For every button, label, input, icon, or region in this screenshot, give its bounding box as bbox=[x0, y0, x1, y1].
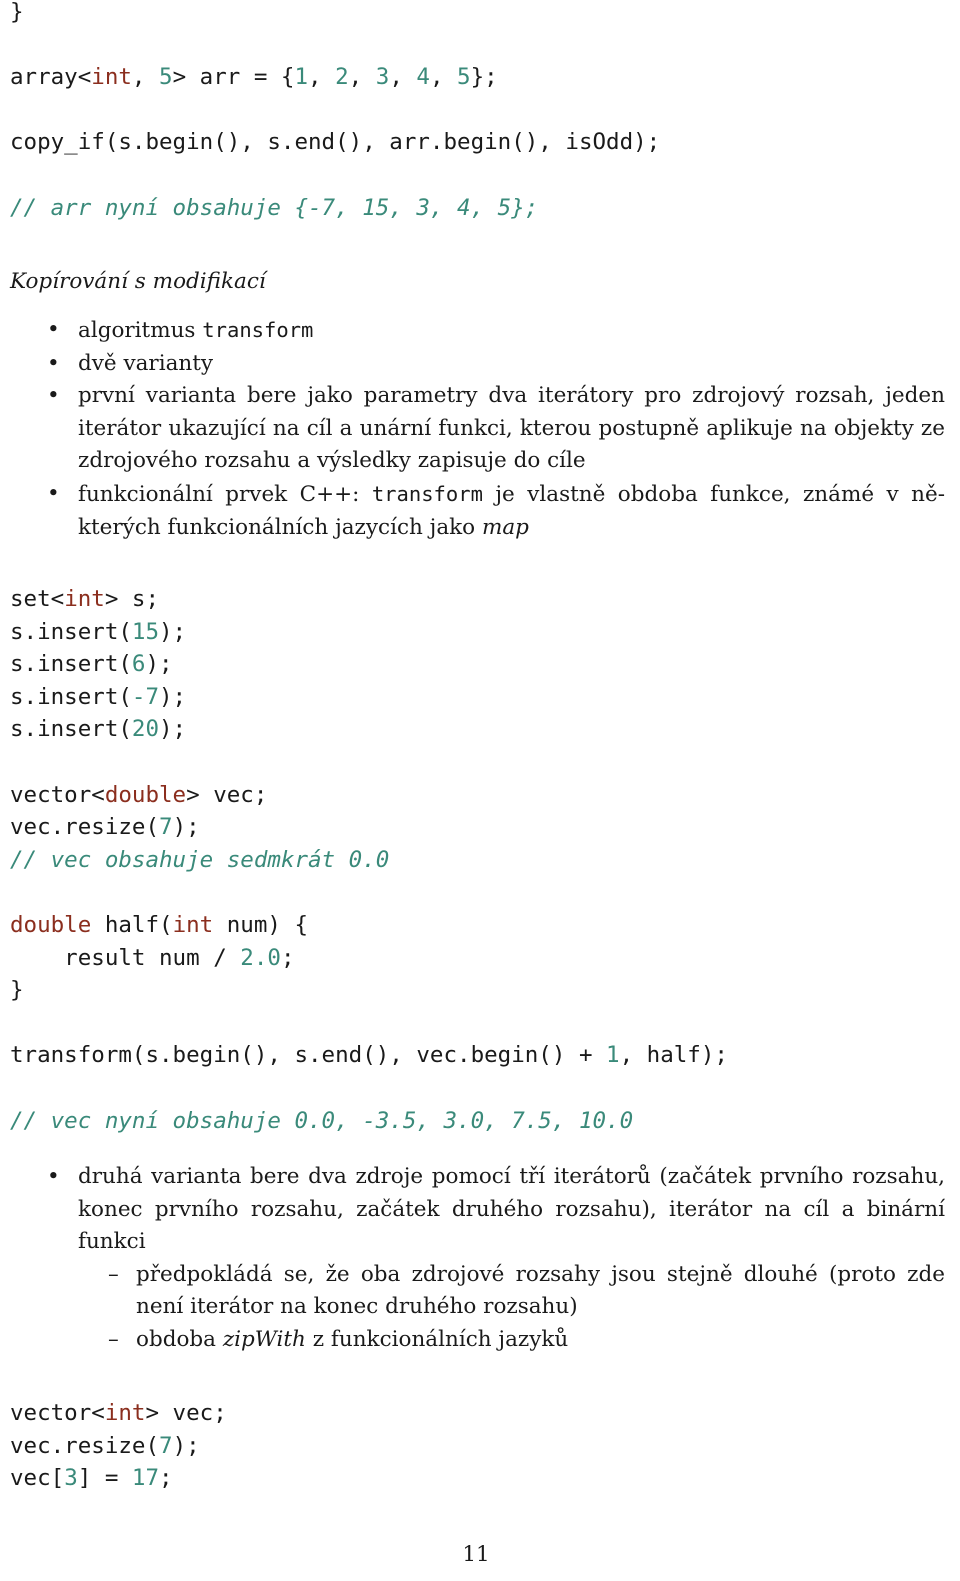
code-line: vector<double> vec; bbox=[10, 781, 268, 808]
code-line: double half(int num) { bbox=[10, 911, 309, 938]
code-comment: // arr nyní obsahuje {-7, 15, 3, 4, 5}; bbox=[10, 194, 539, 221]
code-comment: // vec obsahuje sedmkrát 0.0 bbox=[10, 846, 390, 873]
page-number: 11 bbox=[462, 1542, 490, 1567]
list-item: • funkcionální prvek C++: transform je vlastně obdoba funkce, známé v některých funkcionálních jazycích jako map bbox=[0, 478, 945, 544]
sub-list-item: – předpokládá se, že oba zdrojové rozsahy jsou stejně dlouhé (proto zde není iterátor na konec druhého rozsahu) bbox=[78, 1259, 945, 1324]
code-line: vec.resize(7); bbox=[10, 814, 200, 841]
list-item: • algoritmus transform bbox=[0, 314, 945, 348]
bullet-list-binary-transform bbox=[0, 1161, 945, 1357]
sub-list bbox=[78, 1259, 945, 1357]
code-line: vec[3] = 17; bbox=[10, 1465, 173, 1492]
code-block-transform bbox=[10, 583, 728, 1137]
code-line: copy_if(s.begin(), s.end(), arr.begin(), isOdd); bbox=[10, 129, 661, 156]
list-item: • dvě varianty bbox=[0, 348, 945, 381]
code-line: result num / 2.0; bbox=[10, 944, 295, 971]
code-line: array<int, 5> arr = {1, 2, 3, 4, 5}; bbox=[10, 64, 498, 91]
section-heading: Kopírování s modifikací bbox=[10, 269, 266, 294]
code-block-copy-if bbox=[10, 0, 660, 224]
list-item: • druhá varianta bere dva zdroje pomocí tří iterátorů (začátek prvního rozsahu, konec prvního rozsahu, začátek druhého rozsahu), iterátor na cíl a binární funkci – předpokládá se, že oba zdrojové rozsahy jsou stejně dlouhé (proto zde není iterátor na konec druhého rozsahu) – obdoba zipWith z funkcionálních jazyků bbox=[0, 1161, 945, 1357]
list-item: • první varianta bere jako parametry dva iterátory pro zdrojový rozsah, jeden iterátor ukazující na cíl a unární funkci, kterou postupně aplikuje na objekty ze zdrojového rozsahu a výsledky zapisuje do cíle bbox=[0, 380, 945, 478]
code-comment: // vec nyní obsahuje 0.0, -3.5, 3.0, 7.5, 10.0 bbox=[10, 1107, 634, 1134]
code-line: } bbox=[10, 977, 24, 1004]
code-line: transform(s.begin(), s.end(), vec.begin() + 1, half); bbox=[10, 1042, 728, 1069]
code-line: s.insert(20); bbox=[10, 716, 187, 743]
code-line: s.insert(15); bbox=[10, 618, 187, 645]
code-line: } bbox=[10, 0, 24, 25]
code-line: vector<int> vec; bbox=[10, 1400, 227, 1426]
code-line: s.insert(-7); bbox=[10, 683, 187, 710]
code-line: s.insert(6); bbox=[10, 651, 173, 678]
sub-list-item: – obdoba zipWith z funkcionálních jazyků bbox=[78, 1324, 945, 1357]
code-line: vec.resize(7); bbox=[10, 1432, 200, 1459]
code-line: set<int> s; bbox=[10, 586, 160, 612]
code-block-vector bbox=[10, 1397, 227, 1495]
bullet-list-transform bbox=[0, 314, 945, 544]
